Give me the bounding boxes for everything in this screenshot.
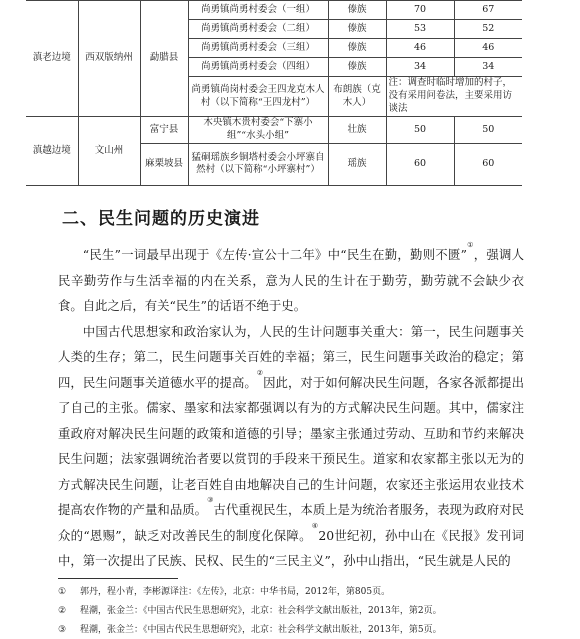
ethnicity-cell: 壮族 [328,117,386,144]
county-cell: 富宁县 [140,117,188,144]
ethnicity-cell: 傣族 [328,1,386,20]
count-a-cell: 53 [386,20,454,39]
count-a-cell: 60 [386,143,454,185]
count-b-cell: 46 [454,39,522,58]
region-cell: 滇老边境 [26,1,78,117]
village-cell: 尚勇镇尚岗村委会王四龙克木人村（以下简称“王四龙村”） [188,77,328,117]
ethnicity-cell: 布朗族（克木人） [328,77,386,117]
count-b-cell: 52 [454,20,522,39]
count-a-cell: 70 [386,1,454,20]
footnote: ③ 程潮，张金兰：《中国古代民生思想研究》，北京：社会科学文献出版社，2013年，第5页。 [58,625,442,635]
ethnicity-cell: 傣族 [328,58,386,77]
ethnicity-cell: 瑶族 [328,143,386,185]
ethnicity-cell: 傣族 [328,20,386,39]
paragraph: “民生”一词最早出现于《左传·宣公十二年》中“民生在勤，勤则不匮”①，强调人民辛勤劳作与生活幸福的内在关系，意为人民的生计在于勤劳，勤劳就不会缺少衣食。自此之后，有关“民生”的话语不绝于史。 [58,241,525,313]
prefecture-cell: 西双版纳州 [78,1,140,117]
count-a-cell: 46 [386,39,454,58]
count-b-cell: 34 [454,58,522,77]
village-cell: 木央镇木贵村委会“下寨小组”“水头小组” [188,117,328,144]
ethnicity-cell: 傣族 [328,39,386,58]
village-cell: 尚勇镇尚勇村委会（四组） [188,58,328,77]
footnote-ref[interactable]: ① [466,241,474,249]
prefecture-cell: 文山州 [78,117,140,186]
count-a-cell: 34 [386,58,454,77]
count-b-cell: 60 [454,143,522,185]
count-b-cell: 50 [454,117,522,144]
body-text [58,242,524,574]
count-b-cell: 67 [454,1,522,20]
village-cell: 猛硐瑶族乡铜塔村委会小坪寨自然村（以下简称“小坪寨村”） [188,143,328,185]
section-heading: 二、民生问题的历史演进 [62,209,260,229]
region-cell: 滇越边境 [26,117,78,186]
footnote-ref[interactable]: ② [256,368,264,377]
footnote-ref[interactable]: ④ [311,521,319,530]
footnote-divider [58,578,178,579]
note-cell: 注：调查时临时增加的村子，没有采用问卷法，主要采用访谈法 [386,77,522,117]
paragraph: 中国古代思想家和政治家认为，人民的生计问题事关重大：第一，民生问题事关人类的生存；第二，民生问题事关百姓的幸福；第三，民生问题事关政治的稳定；第四，民生问题事关道德水平的提高。②因此，对于如何解决民生问题，各家各派都提出了自己的主张。儒家、墨家和法家都强调以有为的方式解决民生问题。其中，儒家注重政府对解决民生问题的政策和道德的引导；墨家主张通过劳动、互助和节约来解决民生问题；法家强调统治者要以赏罚的手段来干预民生。道家和农家都主张以无为的方式解决民生问题，让老百姓自由地解决自己的生计问题，农家还主张运用农业技术提高农作物的产量和品质。③古代重视民生，本质上是为统治者服务，表现为政府对民众的“恩赐”，缺乏对改善民生的制度化保障。④20世纪初，孙中山在《民报》发刊词中，第一次提出了民族、民权、民生的“三民主义”，孙中山指出，“民生就是人民的 [58,323,525,568]
footnote: ② 程潮，张金兰：《中国古代民生思想研究》，北京：社会科学文献出版社，2013年，第2页。 [58,606,442,616]
village-cell: 尚勇镇尚勇村委会（三组） [188,39,328,58]
village-cell: 尚勇镇尚勇村委会（一组） [188,1,328,20]
county-cell: 麻栗坡县 [140,143,188,185]
footnote: ① 郭丹，程小青，李彬源译注：《左传》，北京：中华书局，2012年，第805页。 [58,587,391,597]
village-cell: 尚勇镇尚勇村委会（二组） [188,20,328,39]
county-cell: 勐腊县 [140,1,188,117]
footnote-ref[interactable]: ③ [207,496,214,504]
survey-table [26,0,522,186]
count-a-cell: 50 [386,117,454,144]
